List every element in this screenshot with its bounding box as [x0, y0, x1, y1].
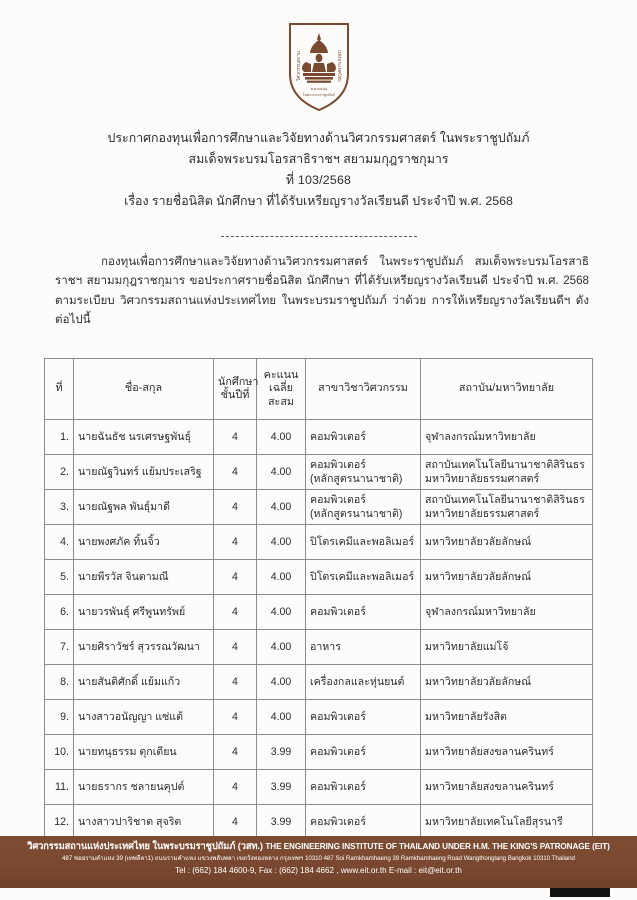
cell-year-primary: 4	[232, 781, 238, 793]
column-header-name: ชื่อ-สกุล	[74, 359, 214, 420]
dashed-rule	[221, 236, 417, 237]
cell-name-primary: นายธรากร ชลายนคุปต์	[78, 781, 185, 793]
cell-year-primary: 4	[232, 571, 238, 583]
table-header-row	[45, 359, 593, 420]
svg-text:พ.ศ.๒๔๘๖: พ.ศ.๒๔๘๖	[310, 87, 327, 91]
column-header-year-line1: นักศึกษา	[218, 375, 259, 388]
cell-no-primary: 10.	[54, 746, 69, 758]
cell-field-secondary: (หลักสูตรนานาชาติ)	[310, 508, 403, 520]
cell-gpa	[257, 700, 306, 735]
cell-year	[214, 420, 257, 455]
cell-name-primary: นายวรพันธุ์ ศรีพูนทรัพย์	[78, 606, 186, 618]
cell-institute-primary: มหาวิทยาลัยสงขลานครินทร์	[425, 781, 554, 793]
cell-year-primary: 4	[232, 606, 238, 618]
cell-name	[74, 560, 214, 595]
cell-no	[45, 490, 74, 525]
cell-no	[45, 560, 74, 595]
cell-no-primary: 2.	[60, 466, 69, 478]
cell-institute-primary: มหาวิทยาลัยแม่โจ้	[425, 641, 509, 653]
cell-field	[306, 525, 421, 560]
table-row	[45, 455, 593, 490]
cell-no-primary: 3.	[60, 501, 69, 513]
cell-institute	[421, 455, 593, 490]
cell-year	[214, 805, 257, 840]
cell-institute-secondary: มหาวิทยาลัยธรรมศาสตร์	[425, 473, 540, 485]
cell-name	[74, 595, 214, 630]
column-header-no: ที่	[45, 359, 74, 420]
cell-field-primary: คอมพิวเตอร์	[310, 494, 366, 506]
body-paragraph-block	[55, 252, 589, 330]
cell-field	[306, 665, 421, 700]
table-header	[45, 359, 593, 420]
awardee-table-container	[44, 358, 592, 840]
svg-text:ในพระบรมราชูปถัมภ์: ในพระบรมราชูปถัมภ์	[302, 93, 335, 97]
cell-institute	[421, 630, 593, 665]
cell-year	[214, 770, 257, 805]
footer-address-th: 487 ซอยรามคำแหง 39 (เทพลีลา1) ถนนรามคำแหง แขวงพลับพลา เขตวังทองหลาง กรุงเทพฯ 10310	[62, 855, 322, 862]
cell-no-primary: 12.	[54, 816, 69, 828]
cell-name-primary: นายศิราวัชร์ สุวรรณวัฒนา	[78, 641, 200, 653]
cell-no-primary: 11.	[55, 781, 69, 793]
cell-gpa	[257, 805, 306, 840]
cell-gpa	[257, 525, 306, 560]
cell-name-primary: นางสาวอนัญญา แซ่แต้	[78, 711, 184, 723]
cell-field-secondary: (หลักสูตรนานาชาติ)	[310, 473, 403, 485]
cell-field-primary: เครื่องกลและหุ่นยนต์	[310, 676, 405, 688]
table-row	[45, 560, 593, 595]
cell-field	[306, 805, 421, 840]
cell-no-primary: 9.	[60, 711, 69, 723]
cell-field	[306, 770, 421, 805]
cell-name-primary: นางสาวปาริชาต สุจริต	[78, 816, 182, 828]
cell-year-primary: 4	[232, 641, 238, 653]
cell-year-primary: 4	[232, 431, 238, 443]
table-row	[45, 665, 593, 700]
cell-gpa-primary: 4.00	[270, 571, 292, 583]
table-row	[45, 805, 593, 840]
cell-name	[74, 805, 214, 840]
footer-contact-line: Tel : (662) 184 4600-9, Fax : (662) 184 4662 , www.eit.or.th E-mail : eit@eit.or.th	[175, 866, 462, 875]
announcement-number: ที่ 103/2568	[285, 173, 352, 187]
cell-no	[45, 735, 74, 770]
cell-no	[45, 455, 74, 490]
cell-gpa	[257, 420, 306, 455]
cell-gpa	[257, 735, 306, 770]
svg-text:วิศวกรรมสถาน: วิศวกรรมสถาน	[295, 50, 301, 82]
column-header-gpa	[257, 359, 306, 420]
cell-name	[74, 700, 214, 735]
cell-name-primary: นายฉันธัช นรเศรษฐพันธุ์	[78, 431, 191, 443]
cell-gpa-primary: 4.00	[270, 501, 292, 513]
cell-name-primary: นายณัฐพล พันธุ์มาดี	[78, 501, 170, 513]
cell-no	[45, 595, 74, 630]
cell-name	[74, 665, 214, 700]
table-row	[45, 420, 593, 455]
cell-field-primary: คอมพิวเตอร์	[310, 781, 366, 793]
cell-name	[74, 630, 214, 665]
cell-gpa-primary: 3.99	[270, 781, 292, 793]
footer-address-en: 487 Soi Ramkhamhaeng 39 Ramkhamhaeng Road Wangthonglang Bangkok 10310 Thailand	[323, 855, 575, 862]
announcement-subject: เรื่อง รายชื่อนิสิต นักศึกษา ที่ได้รับเหรียญรางวัลเรียนดี ประจำปี พ.ศ. 2568	[124, 194, 513, 208]
cell-name	[74, 420, 214, 455]
heading-line-1: ประกาศกองทุนเพื่อการศึกษาและวิจัยทางด้านวิศวกรรมศาสตร์ ในพระราชูปถัมภ์	[107, 131, 530, 145]
cell-institute-primary: สถาบันเทคโนโลยีนานาชาติสิรินธร	[425, 459, 585, 471]
column-header-gpa-line3: สะสม	[267, 395, 295, 408]
table-row	[45, 735, 593, 770]
cell-name-primary: นายพงศภัค ทิ้นจิ้ว	[78, 536, 160, 548]
cell-year	[214, 595, 257, 630]
cell-year	[214, 525, 257, 560]
cell-institute	[421, 490, 593, 525]
cell-no-primary: 7.	[60, 641, 69, 653]
table-row	[45, 490, 593, 525]
cell-year-primary: 4	[232, 816, 238, 828]
cell-year	[214, 700, 257, 735]
table-row	[45, 770, 593, 805]
footer-org-line	[0, 840, 637, 853]
cell-year-primary: 4	[232, 746, 238, 758]
cell-name	[74, 455, 214, 490]
column-header-year	[214, 359, 257, 420]
cell-no	[45, 805, 74, 840]
cell-year	[214, 560, 257, 595]
section-divider	[0, 236, 637, 237]
cell-gpa-primary: 4.00	[270, 606, 292, 618]
cell-field-primary: คอมพิวเตอร์	[310, 816, 366, 828]
column-header-year-line2: ชั้นปีที่	[220, 389, 250, 401]
body-paragraph: กองทุนเพื่อการศึกษาและวิจัยทางด้านวิศวกรรมศาสตร์ ในพระราชูปถัมภ์ สมเด็จพระบรมโอรสาธิราชฯ สยามมกุฎราชกุมาร ขอประกาศรายชื่อนิสิต นักศึกษา ที่ได้รับเหรียญรางวัลเรียนดี ประจำปี พ.ศ. 2568 ตามระเบียบ วิศวกรรมสถานแห่งประเทศไทย ในพระบรมราชูปถัมภ์ ว่าด้วย การให้เหรียญรางวัลเรียนดีฯ ดังต่อไปนี้	[55, 255, 589, 327]
cell-gpa-primary: 4.00	[270, 676, 292, 688]
eit-shield-emblem-icon	[286, 18, 352, 114]
cell-name-primary: นายสันติศักดิ์ แย้มแก้ว	[78, 676, 181, 688]
cell-institute-primary: มหาวิทยาลัยวลัยลักษณ์	[425, 571, 532, 583]
cell-no	[45, 630, 74, 665]
cell-field-primary: คอมพิวเตอร์	[310, 746, 366, 758]
cell-year	[214, 735, 257, 770]
cell-institute	[421, 805, 593, 840]
cell-field-primary: คอมพิวเตอร์	[310, 459, 366, 471]
cell-institute-primary: มหาวิทยาลัยเทคโนโลยีสุรนารี	[425, 816, 563, 828]
footer-org-th: วิศวกรรมสถานแห่งประเทศไทย ในพระบรมราชูปถัมภ์ (วสท.)	[27, 841, 263, 851]
cell-name	[74, 770, 214, 805]
cell-field-primary: ปิโตรเคมีและพอลิเมอร์	[310, 536, 415, 548]
cell-institute	[421, 560, 593, 595]
cell-institute-primary: จุฬาลงกรณ์มหาวิทยาลัย	[425, 431, 536, 443]
cell-field	[306, 735, 421, 770]
cell-year-primary: 4	[232, 466, 238, 478]
cell-year	[214, 455, 257, 490]
cell-name	[74, 735, 214, 770]
cell-year-primary: 4	[232, 501, 238, 513]
page-registration-mark	[550, 888, 610, 897]
cell-gpa	[257, 665, 306, 700]
cell-gpa-primary: 4.00	[270, 431, 292, 443]
cell-gpa	[257, 490, 306, 525]
column-header-gpa-line2: เฉลี่ย	[269, 382, 293, 395]
cell-year-primary: 4	[232, 676, 238, 688]
cell-gpa-primary: 3.99	[270, 746, 292, 758]
cell-institute-primary: จุฬาลงกรณ์มหาวิทยาลัย	[425, 606, 536, 618]
cell-no	[45, 700, 74, 735]
table-row	[45, 700, 593, 735]
cell-year	[214, 490, 257, 525]
cell-institute-primary: มหาวิทยาลัยวลัยลักษณ์	[425, 536, 532, 548]
cell-field-primary: คอมพิวเตอร์	[310, 431, 366, 443]
cell-gpa	[257, 560, 306, 595]
cell-gpa-primary: 3.99	[270, 816, 292, 828]
cell-gpa	[257, 770, 306, 805]
column-header-field: สาขาวิชาวิศวกรรม	[306, 359, 421, 420]
cell-year	[214, 630, 257, 665]
cell-name-primary: นายทนุธรรม ตุกเตียน	[78, 746, 177, 758]
cell-field-primary: อาหาร	[310, 641, 341, 653]
cell-year-primary: 4	[232, 711, 238, 723]
cell-gpa-primary: 4.00	[270, 641, 292, 653]
svg-text:แห่งประเทศไทย: แห่งประเทศไทย	[336, 50, 342, 82]
cell-no	[45, 770, 74, 805]
cell-institute	[421, 770, 593, 805]
footer-address-line	[0, 853, 637, 864]
cell-gpa	[257, 630, 306, 665]
cell-name	[74, 490, 214, 525]
cell-institute	[421, 735, 593, 770]
cell-field	[306, 700, 421, 735]
footer-org-en: THE ENGINEERING INSTITUTE OF THAILAND UNDER H.M. THE KING'S PATRONAGE (EIT)	[265, 842, 610, 851]
column-header-institute: สถาบัน/มหาวิทยาลัย	[421, 359, 593, 420]
cell-name-primary: นายณัฐวินทร์ แย้มประเสริฐ	[78, 466, 202, 478]
cell-field	[306, 455, 421, 490]
cell-institute	[421, 700, 593, 735]
cell-institute-primary: มหาวิทยาลัยสงขลานครินทร์	[425, 746, 554, 758]
cell-institute	[421, 420, 593, 455]
cell-gpa-primary: 4.00	[270, 536, 292, 548]
cell-field-primary: คอมพิวเตอร์	[310, 711, 366, 723]
cell-institute-primary: มหาวิทยาลัยวลัยลักษณ์	[425, 676, 532, 688]
cell-no-primary: 1.	[60, 431, 69, 443]
cell-no	[45, 420, 74, 455]
announcement-heading	[40, 128, 597, 212]
cell-field	[306, 420, 421, 455]
cell-field	[306, 490, 421, 525]
table-row	[45, 525, 593, 560]
cell-field	[306, 560, 421, 595]
table-body	[45, 420, 593, 840]
cell-gpa	[257, 455, 306, 490]
cell-institute-primary: มหาวิทยาลัยรังสิต	[425, 711, 507, 723]
column-header-gpa-line1: คะแนน	[263, 368, 299, 381]
cell-name-primary: นายพีรวัส จินตามณี	[78, 571, 169, 583]
cell-gpa-primary: 4.00	[270, 711, 292, 723]
cell-no-primary: 4.	[60, 536, 69, 548]
cell-field-primary: คอมพิวเตอร์	[310, 606, 366, 618]
emblem-container	[0, 18, 637, 114]
cell-institute	[421, 665, 593, 700]
heading-line-2: สมเด็จพระบรมโอรสาธิราชฯ สยามมกุฎราชกุมาร	[188, 152, 449, 166]
cell-institute-primary: สถาบันเทคโนโลยีนานาชาติสิรินธร	[425, 494, 585, 506]
cell-year-primary: 4	[232, 536, 238, 548]
cell-gpa-primary: 4.00	[270, 466, 292, 478]
cell-field-primary: ปิโตรเคมีและพอลิเมอร์	[310, 571, 415, 583]
cell-gpa	[257, 595, 306, 630]
cell-year	[214, 665, 257, 700]
cell-name	[74, 525, 214, 560]
table-row	[45, 630, 593, 665]
cell-institute	[421, 595, 593, 630]
cell-no-primary: 6.	[60, 606, 69, 618]
cell-no-primary: 8.	[60, 676, 69, 688]
cell-no-primary: 5.	[60, 571, 69, 583]
cell-institute	[421, 525, 593, 560]
cell-no	[45, 525, 74, 560]
table-row	[45, 595, 593, 630]
cell-institute-secondary: มหาวิทยาลัยธรรมศาสตร์	[425, 508, 540, 520]
cell-field	[306, 630, 421, 665]
cell-no	[45, 665, 74, 700]
footer-band	[0, 836, 637, 888]
cell-field	[306, 595, 421, 630]
awardee-table	[44, 358, 593, 840]
